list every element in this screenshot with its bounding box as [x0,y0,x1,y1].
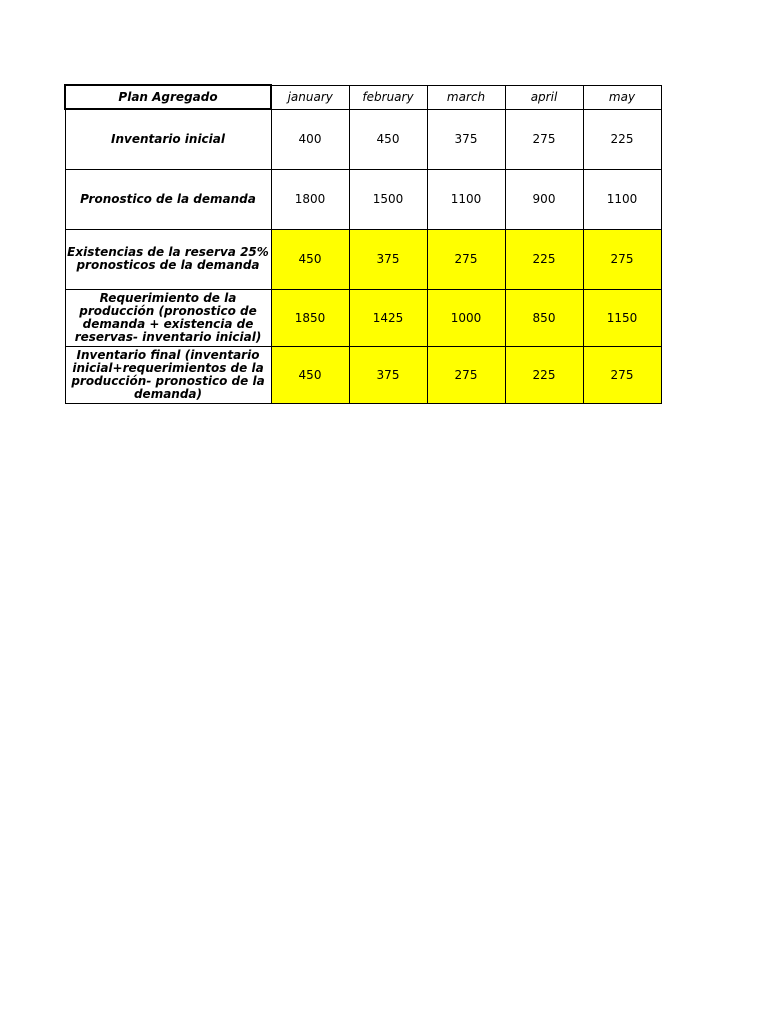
table-cell-highlighted[interactable]: 1150 [583,289,661,346]
table-cell[interactable]: 450 [349,109,427,169]
table-cell-highlighted[interactable]: 450 [271,346,349,403]
table-cell-highlighted[interactable]: 275 [583,229,661,289]
row-inventario-inicial [65,109,661,169]
row-requerimiento-produccion [65,289,661,346]
row-inventario-final [65,346,661,403]
table-cell[interactable]: 225 [583,109,661,169]
month-header-march[interactable]: march [427,85,505,109]
row-label[interactable]: Inventario final (inventario inicial+requerimientos de la producción- pronostico de la demanda) [65,346,271,403]
table-cell-highlighted[interactable]: 1000 [427,289,505,346]
table-cell-highlighted[interactable]: 275 [427,346,505,403]
table-cell-highlighted[interactable]: 275 [583,346,661,403]
row-label[interactable]: Existencias de la reserva 25% pronosticos de la demanda [65,229,271,289]
table-cell-highlighted[interactable]: 225 [505,229,583,289]
table-cell[interactable]: 400 [271,109,349,169]
header-row [65,85,661,109]
row-label[interactable]: Inventario inicial [65,109,271,169]
month-header-april[interactable]: april [505,85,583,109]
table-cell-highlighted[interactable]: 850 [505,289,583,346]
month-header-january[interactable]: january [271,85,349,109]
table-cell[interactable]: 900 [505,169,583,229]
month-header-february[interactable]: february [349,85,427,109]
aggregate-plan-table [64,84,662,404]
row-pronostico-demanda [65,169,661,229]
table-cell-highlighted[interactable]: 375 [349,346,427,403]
table-cell[interactable]: 375 [427,109,505,169]
month-header-may[interactable]: may [583,85,661,109]
table-title[interactable]: Plan Agregado [65,85,271,109]
table-cell-highlighted[interactable]: 1425 [349,289,427,346]
table-cell[interactable]: 1100 [427,169,505,229]
table-cell[interactable]: 275 [505,109,583,169]
table-cell-highlighted[interactable]: 225 [505,346,583,403]
table-cell[interactable]: 1500 [349,169,427,229]
table-cell-highlighted[interactable]: 450 [271,229,349,289]
row-label[interactable]: Requerimiento de la producción (pronostico de demanda + existencia de reservas- inventario inicial) [65,289,271,346]
row-label[interactable]: Pronostico de la demanda [65,169,271,229]
table-cell-highlighted[interactable]: 275 [427,229,505,289]
row-existencias-reserva [65,229,661,289]
table-cell[interactable]: 1100 [583,169,661,229]
table-cell-highlighted[interactable]: 1850 [271,289,349,346]
table-cell-highlighted[interactable]: 375 [349,229,427,289]
table-cell[interactable]: 1800 [271,169,349,229]
